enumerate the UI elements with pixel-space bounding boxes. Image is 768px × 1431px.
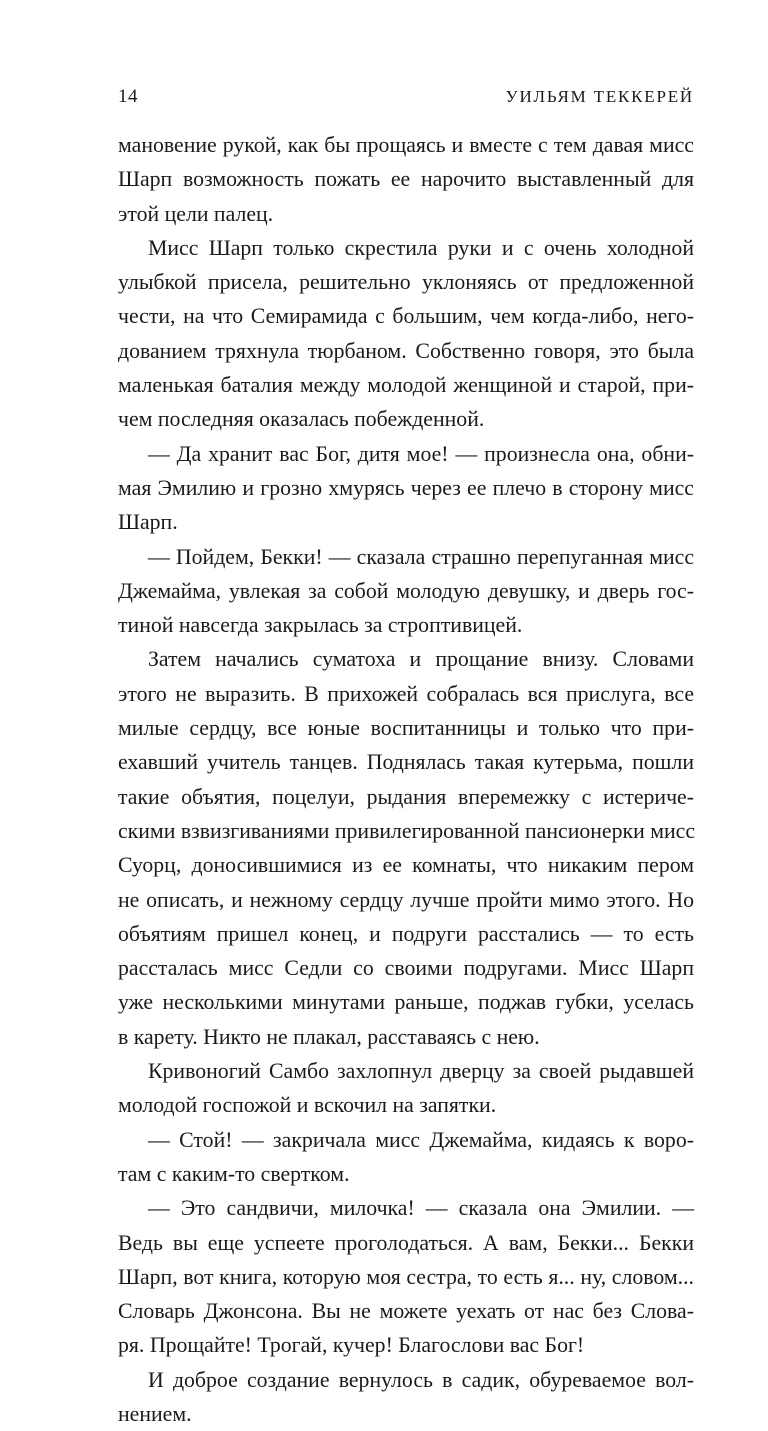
text-line: — Это сандвичи, милочка! — сказала она Эмилии. — [148,1196,694,1221]
text-line: этой цели палец. [118,201,274,226]
text-line: Кривоногий Самбо захлопнул дверцу за своей рыдавшей [148,1059,694,1084]
text-line: ря. Прощайте! Трогай, кучер! Благослови вас Бог! [118,1333,585,1358]
text-line: улыбкой присела, решительно уклоняясь от предложенной [118,270,694,295]
page-number: 14 [118,86,138,107]
running-header [118,82,694,112]
text-line: дованием тряхнула тюрбаном. Собственно говоря, это была [118,338,694,363]
text-line: маленькая баталия между молодой женщиной и старой, при- [118,373,694,398]
text-line: там с каким-то свертком. [118,1161,350,1186]
text-line: милые сердцу, все юные воспитанницы и только что при- [118,716,694,741]
text-line: не описать, и нежному сердцу лучше пройти мимо этого. Но [118,887,694,912]
text-line: ехавший учитель танцев. Поднялась такая кутерьма, пошли [118,750,694,775]
running-title: УИЛЬЯМ ТЕККЕРЕЙ [505,87,694,106]
text-line: нением. [118,1401,192,1426]
text-line: Ведь вы еще успеете проголодаться. А вам, Бекки... Бекки [118,1230,694,1255]
text-line: этого не выразить. В прихожей собралась вся прислуга, все [118,681,694,706]
text-line: Джемайма, увлекая за собой молодую девушку, и дверь гос- [118,578,694,603]
text-line: в карету. Никто не плакал, расставаясь с нею. [118,1024,540,1049]
text-line: Словарь Джонсона. Вы не можете уехать от нас без Слова- [118,1299,694,1324]
text-line: чем последняя оказалась побежденной. [118,407,485,432]
text-line: скими взвизгиваниями привилегированной пансионерки мисс [118,818,695,843]
text-line: тиной навсегда закрылась за строптивицей. [118,613,523,638]
text-line: объятиям пришел конец, и подруги расстались — то есть [118,921,694,946]
text-line: чести, на что Семирамида с большим, чем когда-либо, него- [118,304,694,329]
text-line: Мисс Шарп только скрестила руки и с очень холодной [148,235,694,260]
text-line: молодой госпожой и вскочил на запятки. [118,1093,497,1118]
text-line: И доброе создание вернулось в садик, обуреваемое вол- [148,1367,694,1392]
text-line: мая Эмилию и грозно хмурясь через ее плечо в сторону мисс [118,475,694,500]
text-line: мановение рукой, как бы прощаясь и вместе с тем давая мисс [118,133,694,157]
text-line: Затем начались суматоха и прощание внизу. Словами [148,647,694,672]
text-line: Шарп возможность пожать ее нарочито выставленный для [118,167,694,192]
text-line: — Стой! — закричала мисс Джемайма, кидаясь к воро- [148,1127,694,1152]
text-line: рассталась мисс Седли со своими подругами. Мисс Шарп [118,956,694,981]
body-text [118,128,694,1431]
text-line: Шарп, вот книга, которую моя сестра, то есть я... ну, словом... [118,1264,694,1289]
text-line: Суорц, доносившимися из ее комнаты, что никаким пером [118,853,694,878]
text-line: уже несколькими минутами раньше, поджав губки, уселась [118,990,694,1015]
text-line: Шарп. [118,510,178,535]
text-line: — Да хранит вас Бог, дитя мое! — произнесла она, обни- [148,441,694,466]
text-line: такие объятия, поцелуи, рыдания вперемежку с истериче- [118,784,694,809]
text-line: — Пойдем, Бекки! — сказала страшно перепуганная мисс [148,544,694,569]
